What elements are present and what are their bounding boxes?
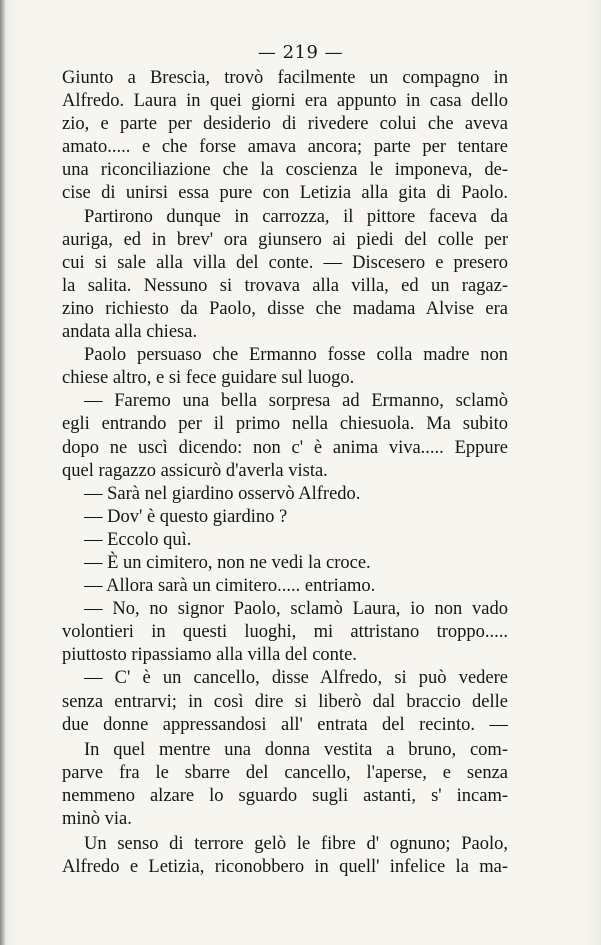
text-line: una riconciliazione che la coscienza le imponeva, de- [62, 160, 508, 181]
text-line: zino richiesto da Paolo, disse che madama Alvise era [62, 298, 508, 319]
text-line: Giunto a Brescia, trovò facilmente un compagno in [62, 68, 508, 88]
text-line: parve fra le sbarre del cancello, l'aperse, e senza [62, 762, 508, 783]
text-line: auriga, ed in brev' ora giunsero ai piedi del colle per [62, 229, 508, 250]
text-line: volontieri in questi luoghi, mi attristano troppo..... [62, 622, 508, 643]
text-line: minò via. [62, 809, 132, 829]
text-line: — Dov' è questo giardino ? [84, 506, 288, 527]
page-number: — 219 — [257, 42, 344, 63]
text-line: due donne appressandosi all' entrata del recinto. — [62, 714, 508, 735]
text-line: zio, e parte per desiderio di rivedere colui che aveva [62, 114, 508, 135]
text-line: chiese altro, e si fece guidare sul luogo. [62, 368, 355, 389]
text-line: — Sarà nel giardino osservò Alfredo. [84, 483, 361, 504]
text-line: Un senso di terrore gelò le fibre d' ognuno; Paolo, [84, 834, 508, 855]
text-line: — È un cimitero, non ne vedi la croce. [84, 552, 371, 573]
text-line: cise di unirsi essa pure con Letizia alla gita di Paolo. [62, 183, 508, 204]
text-line: Paolo persuaso che Ermanno fosse colla madre non [84, 345, 508, 366]
text-line: senza entrarvi; in così dire si liberò dal braccio delle [62, 691, 508, 712]
page-binding-shadow [0, 0, 6, 945]
text-line: — Eccolo quì. [84, 529, 192, 550]
text-line: dopo ne uscì dicendo: non c' è anima viva..... Eppure [62, 437, 508, 458]
text-line: — Allora sarà un cimitero..... entriamo. [84, 576, 376, 597]
text-line: — C' è un cancello, disse Alfredo, si può vedere [84, 668, 508, 689]
text-line: cui si sale alla villa del conte. — Discesero e presero [62, 252, 508, 273]
text-line: quel ragazzo assicurò d'averla vista. [62, 460, 328, 481]
text-line: — Faremo una bella sorpresa ad Ermanno, sclamò [84, 391, 508, 412]
body-text [62, 67, 508, 879]
text-line: andata alla chiesa. [62, 322, 198, 343]
text-line: egli entrando per il primo nella chiesuola. Ma subito [62, 414, 508, 435]
text-line: la salita. Nessuno si trovava alla villa, ed un ragaz- [62, 275, 508, 296]
text-line: — No, no signor Paolo, sclamò Laura, io non vado [84, 599, 508, 620]
text-line: piuttosto ripassiamo alla villa del conte. [62, 645, 357, 666]
text-line: amato..... e che forse amava ancora; parte per tentare [62, 137, 508, 158]
text-line: Alfredo e Letizia, riconobbero in quell' infelice la ma- [62, 857, 508, 878]
text-line: Partirono dunque in carrozza, il pittore faceva da [84, 206, 508, 227]
text-line: Alfredo. Laura in quei giorni era appunto in casa dello [62, 91, 508, 112]
text-line: In quel mentre una donna vestita a bruno, com- [84, 739, 508, 760]
text-line: nemmeno alzare lo sguardo sugli astanti, s' incam- [62, 785, 508, 806]
